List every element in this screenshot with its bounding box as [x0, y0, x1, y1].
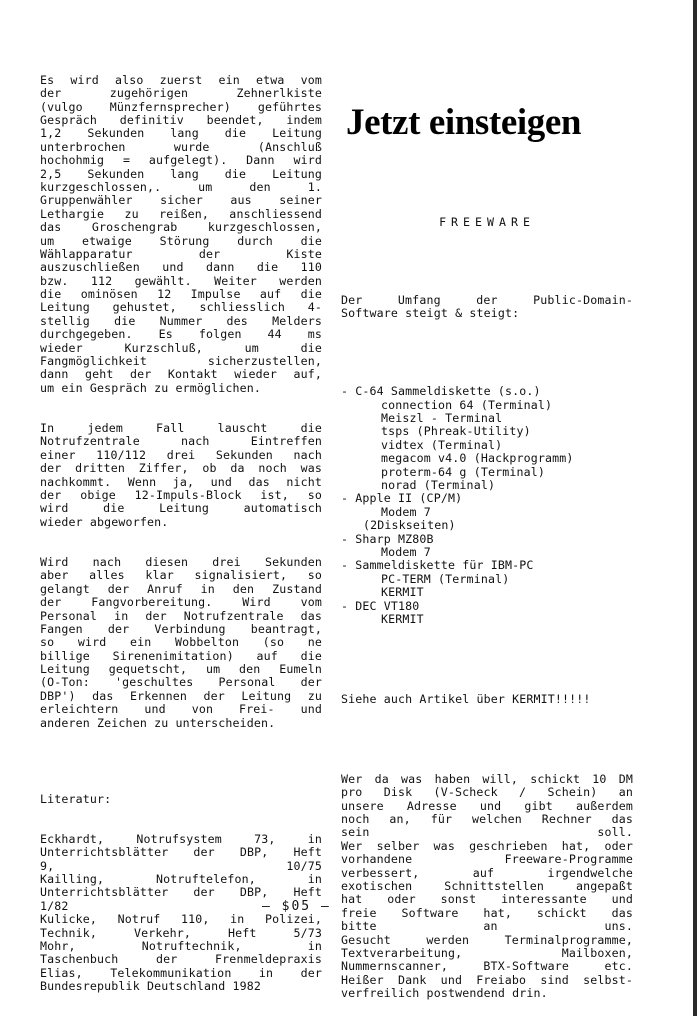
text-line: verfreilich postwendend drin. — [341, 986, 548, 1001]
text-line: einer 110/112 drei Sekunden nach — [40, 448, 322, 462]
text-line: Bundesrepublik Deutschland 1982 — [40, 979, 262, 994]
article-paragraph-2 — [40, 422, 322, 529]
freeware-column — [341, 189, 633, 1014]
left-article-column — [40, 47, 322, 1007]
freeware-item: - Sammeldiskette für IBM-PC — [341, 558, 534, 573]
text-line: 2,5 Sekunden lang die Leitung — [40, 167, 322, 181]
ordering-instructions — [341, 773, 633, 1001]
freeware-item: - C-64 Sammeldiskette (s.o.) — [341, 384, 541, 399]
freeware-item: Modem 7 — [381, 504, 431, 519]
text-line: Personal in der Notrufzentrale das — [40, 609, 322, 623]
freeware-item: - DEC VT180 — [341, 598, 420, 613]
text-line: vorhandene Freeware-Programme — [341, 853, 633, 867]
text-line: der obige 12-Impuls-Block ist, so — [40, 488, 322, 502]
text-line: Elias, Telekommunikation in der — [40, 966, 322, 980]
text-line: unterbrochen wurde (Anschluß — [40, 140, 322, 154]
text-line: auszuschließen und dann die 110 — [40, 261, 322, 275]
text-line: dann geht der Kontakt wieder auf, — [40, 368, 322, 382]
text-line: nachkommt. Wenn ja, und das nicht — [40, 475, 322, 489]
text-line: Kailling, Notruftelefon, in — [40, 873, 322, 887]
text-line: (O-Ton: 'geschultes Personal der — [40, 676, 322, 690]
text-line: pro Disk (V-Scheck / Schein) an — [341, 786, 633, 800]
scan-edge — [693, 0, 697, 1016]
text-line: Der Umfang der Public-Domain- — [341, 293, 633, 307]
text-line: verbessert, auf irgendwelche — [341, 866, 633, 880]
article-paragraph-3 — [40, 556, 322, 730]
text-line: wieder abgeworfen. — [40, 514, 169, 529]
text-line: Wer da was haben will, schickt 10 DM — [341, 772, 633, 786]
text-line: erleichtern und von Frei- und — [40, 703, 322, 717]
text-line: Es wird also zuerst ein etwa vom — [40, 73, 322, 87]
text-line: (vulgo Münzfernsprecher) geführtes — [40, 100, 322, 114]
text-line: Software steigt & steigt: — [341, 306, 520, 321]
text-line: gelangt der Anruf in den Zustand — [40, 582, 322, 596]
freeware-item: KERMIT — [381, 585, 424, 600]
text-line: Textverarbeitung, Mailboxen, — [341, 947, 633, 960]
text-line: Eckhardt, Notrufsystem 73, in — [40, 832, 322, 846]
freeware-item: connection 64 (Terminal) — [381, 397, 553, 412]
text-line: Fangmöglichkeit sicherzustellen, — [40, 355, 322, 369]
text-line: kurzgeschlossen,. um den 1. — [40, 180, 322, 194]
freeware-item: norad (Terminal) — [381, 477, 496, 492]
page-number: — $05 — — [262, 899, 331, 914]
text-line: durchgegeben. Es folgen 44 ms — [40, 328, 322, 342]
text-line: Wer selber was geschrieben hat, oder — [341, 839, 633, 853]
text-line: Wählapparatur der Kiste — [40, 247, 322, 261]
text-line: Nummernscanner, BTX-Software etc. — [341, 960, 633, 974]
section-title: FREEWARE — [439, 214, 535, 229]
text-line: Heißer Dank und Freiabo sind selbst- — [341, 973, 633, 987]
text-line: der zugehörigen Zehnerlkiste — [40, 87, 322, 101]
freeware-item: tsps (Phreak-Utility) — [381, 424, 531, 439]
text-line: wieder Kurzschluß, um die — [40, 341, 322, 355]
text-line: der Fangvorbereitung. Wird vom — [40, 596, 322, 610]
text-line: bitte an uns. — [341, 920, 633, 934]
text-line: Leitung gequetscht, um den Eumeln — [40, 663, 322, 677]
text-line: Gesucht werden Terminalprogramme, — [341, 933, 633, 947]
text-line: exotischen Schnittstellen angepaßt — [341, 880, 633, 894]
text-line: hat oder sonst interessante und — [341, 893, 633, 907]
text-line: der dritten Ziffer, ob da noch was — [40, 462, 322, 476]
freeware-item: KERMIT — [381, 611, 424, 626]
text-line: 1,2 Sekunden lang die Leitung — [40, 127, 322, 141]
text-line: Wird nach diesen drei Sekunden — [40, 555, 322, 569]
text-line: Kulicke, Notruf 110, in Polizei, — [40, 913, 322, 927]
freeware-item: - Apple II (CP/M) — [341, 491, 463, 506]
text-line: aber alles klar signalisiert, so — [40, 569, 322, 583]
text-line: Unterrichtsblätter der DBP, Heft — [40, 886, 322, 900]
freeware-item: vidtex (Terminal) — [381, 437, 503, 452]
freeware-item: megacom v4.0 (Hackprogramm) — [381, 451, 574, 466]
text-line: das Groschengrab kurzgeschlossen, — [40, 221, 322, 235]
text-line: stellig die Nummer des Melders — [40, 314, 322, 328]
text-line: DBP') das Erkennen der Leitung zu — [40, 689, 322, 703]
headline: Jetzt einsteigen — [346, 102, 582, 143]
freeware-list — [341, 385, 633, 626]
text-line: anderen Zeichen zu unterscheiden. — [40, 715, 276, 730]
freeware-item: - Sharp MZ80B — [341, 531, 434, 546]
text-line: um etwaige Störung durch die — [40, 234, 322, 248]
article-paragraph-1 — [40, 74, 322, 395]
freeware-intro — [341, 294, 633, 321]
literature-heading: Literatur: — [40, 791, 112, 806]
text-line: Fangen der Verbindung beantragt, — [40, 622, 322, 636]
text-line: freie Software hat, schickt das — [341, 906, 633, 920]
text-line: wird die Leitung automatisch — [40, 502, 322, 516]
text-line: Gruppenwähler sicher aus seiner — [40, 194, 322, 208]
text-line: noch an, für welchen Rechner das — [341, 813, 633, 827]
freeware-item: Meiszl - Terminal — [381, 411, 503, 426]
see-also-note: Siehe auch Artikel über KERMIT!!!!! — [341, 691, 591, 706]
text-line: hochohmig = aufgelegt). Dann wird — [40, 154, 322, 168]
text-line: Lethargie zu reißen, anschliessend — [40, 207, 322, 221]
freeware-item: proterm-64 g (Terminal) — [381, 464, 545, 479]
text-line: sein soll. — [341, 826, 633, 840]
text-line: Notrufzentrale nach Eintreffen — [40, 435, 322, 449]
text-line: Taschenbuch der Frenmeldepraxis — [40, 953, 322, 967]
freeware-item: (2Diskseiten) — [363, 518, 456, 533]
text-line: 9, 10/75 — [40, 859, 322, 873]
text-line: bzw. 112 gewählt. Weiter werden — [40, 274, 322, 288]
freeware-item: PC-TERM (Terminal) — [381, 571, 510, 586]
text-line: Leitung gehustet, schliesslich 4- — [40, 301, 322, 315]
text-line: die ominösen 12 Impulse auf die — [40, 288, 322, 302]
text-line: Gespräch definitiv beendet, indem — [40, 113, 322, 127]
freeware-item: Modem 7 — [381, 544, 431, 559]
text-line: unsere Adresse und gibt außerdem — [341, 799, 633, 813]
text-line: um ein Gespräch zu ermöglichen. — [40, 380, 262, 395]
text-line: 1/82 — [40, 899, 69, 913]
text-line: Mohr, Notruftechnik, in — [40, 939, 322, 953]
text-line: In jedem Fall lauscht die — [40, 422, 322, 435]
text-line: billige Sirenenimitation) auf die — [40, 649, 322, 663]
text-line: Technik, Verkehr, Heft 5/73 — [40, 926, 322, 940]
text-line: so wird ein Wobbelton (so ne — [40, 636, 322, 650]
text-line: Unterrichtsblätter der DBP, Heft — [40, 846, 322, 860]
